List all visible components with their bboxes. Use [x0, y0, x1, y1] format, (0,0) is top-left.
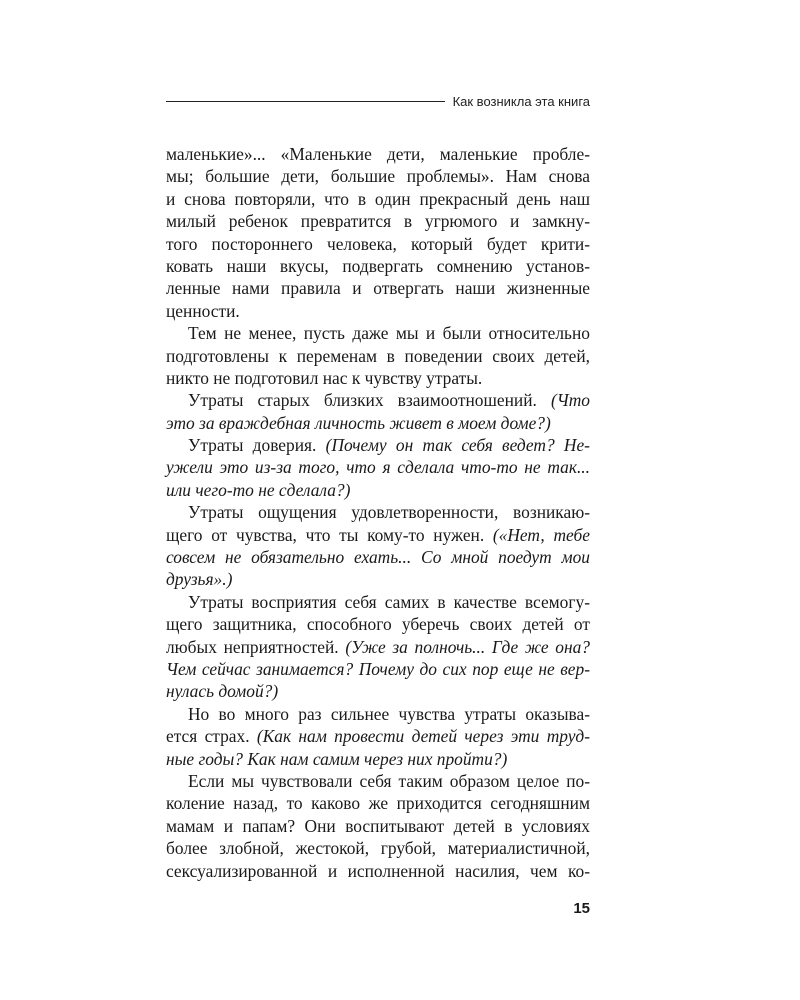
text-line: ковать наши вкусы, подвергать сомнению установ-	[166, 255, 590, 276]
text-line: никто не подготовил нас к чувству утраты.	[166, 367, 483, 388]
running-title: Как возникла эта книга	[452, 93, 590, 109]
text-line: ется страх. (Как нам провести детей через эти труд-	[166, 726, 590, 747]
text-line: или чего-то не сделала?)	[166, 479, 351, 500]
text-line: мы; большие дети, большие проблемы». Нам снова	[166, 166, 590, 187]
text-line: милый ребенок превратится в угрюмого и замкну-	[166, 211, 590, 232]
text-line: друзья».)	[166, 569, 233, 590]
text-line: и снова повторяли, что в один прекрасный день наш	[166, 188, 590, 209]
text-line: мамам и папам? Они воспитывают детей в условиях	[166, 815, 590, 836]
page-number: 15	[573, 900, 590, 917]
text-line: более злобной, жестокой, грубой, материалистичной,	[166, 838, 590, 859]
text-line: это за враждебная личность живет в моем доме?)	[166, 412, 551, 433]
body-text	[166, 143, 590, 882]
text-line: щего от чувства, что ты кому-то нужен. («Нет, тебе	[166, 524, 590, 545]
text-line: Тем не менее, пусть даже мы и были относительно	[188, 323, 590, 344]
text-line: щего защитника, способного уберечь своих детей от	[166, 614, 590, 635]
text-line: Чем сейчас занимается? Почему до сих пор еще не вер-	[166, 658, 590, 679]
text-line: Утраты восприятия себя самих в качестве всемогу-	[188, 591, 590, 612]
text-line: сексуализированной и исполненной насилия, чем ко-	[166, 860, 590, 881]
text-line: ленные нами правила и отвергать наши жизненные	[166, 278, 590, 299]
running-head	[166, 92, 590, 110]
text-line: ужели это из-за того, что я сделала что-то не так...	[166, 457, 590, 478]
text-line: ценности.	[166, 300, 240, 321]
text-line: Утраты доверия. (Почему он так себя ведет? Не-	[188, 435, 590, 456]
text-line: Утраты ощущения удовлетворенности, возникаю-	[188, 502, 590, 523]
text-line: Утраты старых близких взаимоотношений. (Что	[188, 390, 590, 411]
header-rule	[166, 101, 445, 102]
text-line: нулась домой?)	[166, 681, 279, 702]
text-line: совсем не обязательно ехать... Со мной поедут мои	[166, 547, 590, 568]
text-line: Если мы чувствовали себя таким образом целое по-	[188, 770, 590, 791]
text-line: маленькие»... «Маленькие дети, маленькие пробле-	[166, 144, 590, 164]
text-line: Но во много раз сильнее чувства утраты оказыва-	[188, 703, 590, 724]
text-line: коление назад, то каково же приходится сегодняшним	[166, 793, 590, 814]
text-line: любых неприятностей. (Уже за полночь... Где же она?	[166, 636, 590, 657]
text-line: того постороннего человека, который будет крити-	[166, 233, 590, 254]
text-line: подготовлены к переменам в поведении своих детей,	[166, 345, 590, 366]
text-line: ные годы? Как нам самим через них пройти?)	[166, 748, 508, 769]
